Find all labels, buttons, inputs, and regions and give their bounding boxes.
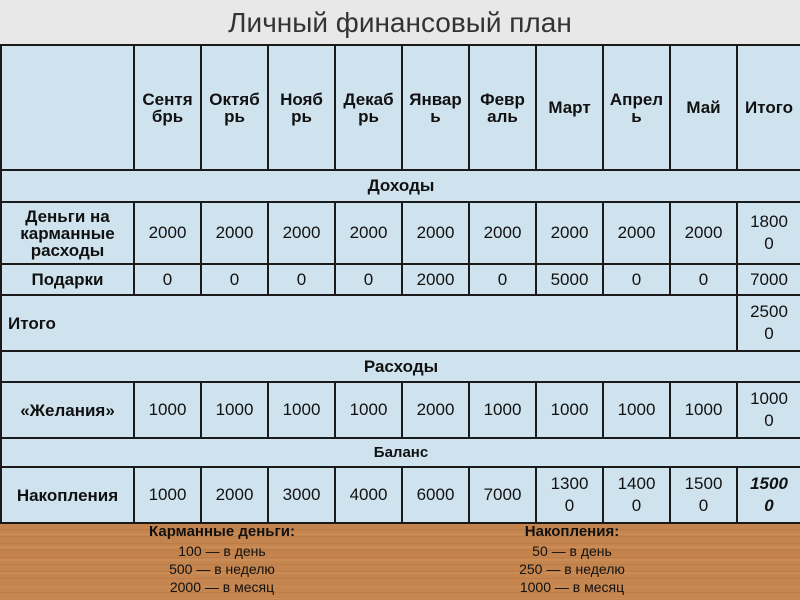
row-label-savings: Накопления [1,467,134,523]
cell-wishes: 1000 [469,382,536,438]
cell-pocket-money: 2000 [670,202,737,264]
footer-savings [422,522,722,596]
cell-wishes: 1000 [268,382,335,438]
cell-gifts: 2000 [402,264,469,295]
footer-savings-title: Накопления: [524,523,620,540]
header-month-october: Октяб рь [201,45,268,170]
header-month-february: Февр аль [469,45,536,170]
cell-wishes: 2000 [402,382,469,438]
cell-pocket-money: 2000 [469,202,536,264]
cell-gifts: 0 [670,264,737,295]
cell-wishes: 1000 [134,382,201,438]
cell-gifts: 0 [134,264,201,295]
cell-pocket-money: 2000 [335,202,402,264]
row-label-income-total: Итого [1,295,737,351]
cell-gifts: 0 [201,264,268,295]
table-row-gifts [1,264,800,295]
header-month-march: Март [536,45,603,170]
row-label-pocket-money: Деньги на карманные расходы [1,202,134,264]
header-total: Итого [737,45,800,170]
cell-wishes: 1000 [536,382,603,438]
table-row-pocket-money [1,202,800,264]
section-income-label: Доходы [1,170,800,202]
footer-pocket-line: 100 — в день [178,543,266,559]
footer-pocket-line: 2000 — в месяц [169,579,275,595]
footer-savings-line: 50 — в день [532,543,612,559]
footer-savings-line: 1000 — в месяц [519,579,625,595]
page-title: Личный финансовый план [0,0,800,44]
footer-savings-line: 250 — в неделю [519,561,625,577]
cell-pocket-money: 2000 [134,202,201,264]
cell-pocket-money: 2000 [402,202,469,264]
cell-savings-total: 1500 0 [737,467,800,523]
cell-gifts-total: 7000 [737,264,800,295]
cell-savings: 1000 [134,467,201,523]
header-month-september: Сентя брь [134,45,201,170]
cell-gifts: 0 [603,264,670,295]
cell-pocket-money-total: 1800 0 [737,202,800,264]
finance-plan-table [0,44,800,524]
cell-gifts: 0 [268,264,335,295]
cell-savings: 3000 [268,467,335,523]
section-expenses-label: Расходы [1,351,800,382]
section-row-balance [1,438,800,467]
header-corner-cell [1,45,134,170]
footer-pocket-line: 500 — в неделю [169,561,275,577]
cell-savings: 2000 [201,467,268,523]
cell-savings: 7000 [469,467,536,523]
section-row-expenses [1,351,800,382]
cell-savings: 4000 [335,467,402,523]
cell-wishes: 1000 [335,382,402,438]
table-row-wishes [1,382,800,438]
cell-gifts: 0 [469,264,536,295]
cell-wishes: 1000 [201,382,268,438]
footer-pocket-title: Карманные деньги: [149,523,295,540]
cell-pocket-money: 2000 [536,202,603,264]
cell-savings: 1500 0 [670,467,737,523]
table-row-income-total [1,295,800,351]
header-row [1,45,800,170]
header-month-may: Май [670,45,737,170]
footer-pocket-money [72,522,372,596]
cell-savings: 6000 [402,467,469,523]
cell-income-total: 2500 0 [737,295,800,351]
table-row-savings [1,467,800,523]
cell-gifts: 0 [335,264,402,295]
row-label-gifts: Подарки [1,264,134,295]
header-month-november: Нояб рь [268,45,335,170]
header-month-december: Декаб рь [335,45,402,170]
cell-pocket-money: 2000 [268,202,335,264]
cell-gifts: 5000 [536,264,603,295]
cell-savings: 1300 0 [536,467,603,523]
cell-savings: 1400 0 [603,467,670,523]
cell-pocket-money: 2000 [201,202,268,264]
cell-wishes-total: 1000 0 [737,382,800,438]
header-month-april: Апрел ь [603,45,670,170]
section-balance-label: Баланс [1,438,800,467]
header-month-january: Январ ь [402,45,469,170]
section-row-income [1,170,800,202]
cell-pocket-money: 2000 [603,202,670,264]
row-label-wishes: «Желания» [1,382,134,438]
cell-wishes: 1000 [603,382,670,438]
cell-wishes: 1000 [670,382,737,438]
